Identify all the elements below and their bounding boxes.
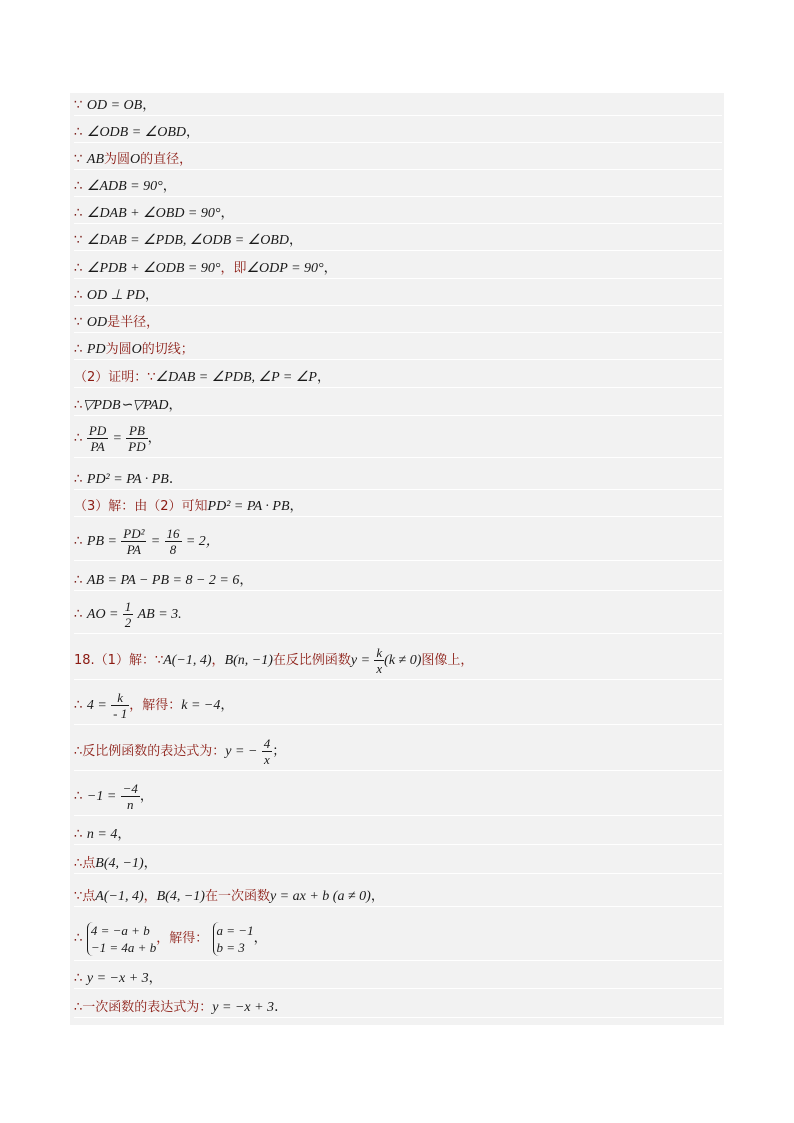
fraction — [87, 423, 108, 454]
math-expression: −1 = — [86, 789, 117, 804]
proof-line — [74, 688, 722, 725]
math-expression: PB = — [86, 534, 117, 549]
proof-line — [74, 854, 722, 874]
math-expression: = 2， — [185, 534, 220, 549]
chinese-text: 是半径， — [107, 315, 160, 330]
fraction-numerator: 4 — [263, 736, 271, 751]
equation-system — [87, 922, 156, 956]
math-expression: ∠ODP = 90° — [246, 261, 324, 276]
math-expression: AB = 3. — [137, 607, 182, 622]
therefore-symbol: ∴ — [74, 697, 83, 713]
math-expression: AO = — [86, 607, 119, 622]
math-expression: k = −4 — [181, 698, 221, 713]
therefore-symbol: ∴ — [74, 397, 83, 413]
punctuation: ， — [323, 260, 338, 276]
equation: 4 = −a + b — [90, 922, 150, 938]
math-expression: n = 4 — [86, 827, 118, 842]
proof-line — [74, 887, 722, 907]
math-expression: ∠ADB = 90° — [86, 179, 163, 194]
math-expression: OD ⊥ PD — [86, 288, 145, 303]
chinese-text: ，解得： — [129, 698, 182, 713]
proof-line — [74, 313, 722, 333]
therefore-symbol: ∴ — [74, 124, 83, 140]
section-heading: （3）解：由（2）可知 — [74, 499, 208, 514]
therefore-symbol: ∴ — [74, 178, 83, 194]
fraction-denominator: x — [376, 661, 383, 676]
proof-line — [74, 286, 722, 306]
therefore-symbol: ∴ — [74, 287, 83, 303]
section-heading: （2）证明：∵ — [74, 370, 156, 385]
punctuation: ， — [143, 855, 158, 871]
punctuation: . — [274, 999, 279, 1015]
chinese-text: ， — [211, 653, 225, 668]
fraction-numerator: k — [111, 690, 129, 706]
math-expression: B(4, −1) — [95, 856, 144, 871]
math-expression: (k ≠ 0) — [384, 653, 422, 668]
chinese-text: 在反比例函数 — [272, 653, 351, 668]
punctuation: ， — [370, 888, 385, 904]
fraction — [165, 526, 182, 557]
chinese-text: 为圆 — [104, 152, 131, 167]
math-expression: ∠DAB = ∠PDB, ∠ODB = ∠OBD — [86, 233, 289, 248]
punctuation: ， — [289, 498, 304, 514]
proof-line — [74, 150, 722, 170]
chinese-text: ，解得： — [156, 931, 209, 946]
math-expression: O — [130, 152, 141, 167]
because-symbol: ∵ — [74, 232, 83, 248]
fraction — [374, 645, 384, 676]
proof-line — [74, 969, 722, 989]
math-expression: ∠DAB + ∠OBD = 90° — [86, 206, 221, 221]
fraction-denominator: PA — [90, 439, 105, 454]
punctuation: . — [168, 471, 174, 487]
punctuation: ， — [185, 124, 200, 140]
math-expression: ▽PDB∽▽PAD — [82, 398, 169, 413]
therefore-symbol: ∴ — [74, 341, 83, 357]
equation: −1 = 4a + b — [90, 939, 157, 955]
fraction — [121, 526, 146, 557]
fraction-denominator: n — [126, 797, 134, 812]
fraction-denominator: PA — [126, 542, 141, 557]
chinese-text: 的切线； — [141, 342, 194, 357]
therefore-symbol: ∴ — [74, 572, 83, 588]
math-expression: OD = OB — [86, 98, 143, 113]
proof-line — [74, 204, 722, 224]
math-expression: A(−1, 4) — [163, 653, 212, 668]
therefore-symbol: ∴ — [74, 205, 83, 221]
proof-line — [74, 368, 722, 388]
fraction-denominator: PD — [128, 439, 146, 454]
chinese-text: 在一次函数 — [204, 889, 270, 904]
therefore-symbol: ∴ — [74, 260, 83, 276]
fraction-denominator: x — [264, 752, 270, 767]
fraction-numerator: k — [376, 645, 383, 660]
punctuation: ， — [253, 930, 268, 946]
fraction — [262, 736, 273, 767]
equation: a = −1 — [216, 922, 254, 938]
because-symbol: ∵ — [74, 314, 83, 330]
chinese-text: ， — [143, 889, 157, 904]
proof-line — [74, 643, 722, 680]
math-expression: A(−1, 4) — [95, 889, 144, 904]
proof-line — [74, 825, 722, 845]
math-expression: PD — [86, 342, 106, 357]
therefore-symbol: ∴ — [74, 826, 83, 842]
math-expression: OD — [86, 315, 108, 330]
math-expression: y = − — [225, 744, 258, 759]
because-symbol: ∵ — [74, 97, 83, 113]
math-expression: AB = PA − PB = 8 − 2 = 6 — [86, 573, 240, 588]
chinese-text: ∴反比例函数的表达式为： — [74, 744, 226, 759]
math-expression: O — [131, 342, 142, 357]
fraction-numerator: PD — [88, 423, 107, 438]
math-expression: y = ax + b (a ≠ 0) — [269, 889, 371, 904]
fraction — [121, 781, 140, 812]
therefore-symbol: ∴ — [74, 606, 83, 622]
fraction — [126, 423, 147, 454]
therefore-symbol: ∴ — [74, 430, 83, 446]
equals-sign: = — [112, 431, 122, 446]
therefore-symbol: ∴ — [74, 930, 83, 946]
proof-line — [74, 123, 722, 143]
proof-line — [74, 918, 722, 961]
punctuation: ， — [139, 788, 154, 804]
proof-line — [74, 177, 722, 197]
punctuation: ； — [272, 743, 286, 759]
therefore-symbol: ∴ — [74, 788, 83, 804]
therefore-symbol: ∴ — [74, 970, 83, 986]
punctuation: ， — [144, 287, 159, 303]
math-expression: PD² = PA · PB — [86, 472, 169, 487]
equation: b = 3 — [216, 939, 245, 955]
equals-sign: = — [150, 534, 161, 549]
therefore-symbol: ∴ — [74, 533, 83, 549]
math-expression: 4 = — [86, 698, 107, 713]
proof-line — [74, 998, 722, 1018]
math-expression: PD² = PA · PB — [207, 499, 290, 514]
proof-line — [74, 396, 722, 416]
proof-line — [74, 231, 722, 251]
proof-line — [74, 779, 722, 816]
punctuation: ， — [239, 572, 253, 588]
chinese-text: 图像上， — [421, 653, 474, 668]
math-expression: ∠PDB + ∠ODB = 90° — [86, 261, 221, 276]
chinese-text: ，即 — [220, 261, 247, 276]
math-expression: y = — [350, 653, 371, 668]
math-expression: B(n, −1) — [224, 653, 273, 668]
chinese-text: 为圆 — [105, 342, 132, 357]
fraction-numerator: −4 — [122, 781, 138, 796]
punctuation: ， — [316, 369, 331, 385]
math-expression: AB — [86, 152, 104, 167]
problem-heading: 18.（1）解：∵ — [74, 653, 164, 668]
punctuation: ， — [142, 97, 156, 113]
proof-line — [74, 597, 722, 634]
math-expression: ∠DAB = ∠PDB, ∠P = ∠P — [155, 370, 317, 385]
fraction — [111, 690, 129, 721]
proof-line — [74, 470, 722, 490]
chinese-text: 的直径， — [140, 152, 193, 167]
proof-line — [74, 571, 722, 591]
punctuation: ， — [162, 178, 177, 194]
math-expression: y = −x + 3 — [212, 1000, 275, 1015]
proof-line — [74, 421, 722, 458]
proof-line — [74, 340, 722, 360]
proof-line — [74, 497, 722, 517]
punctuation: ， — [147, 430, 162, 446]
chinese-text: ∵点 — [74, 889, 96, 904]
equation-system — [213, 922, 254, 956]
fraction-numerator: 16 — [166, 526, 180, 541]
proof-line — [74, 524, 722, 561]
punctuation: ， — [288, 232, 303, 248]
fraction-numerator: PB — [126, 423, 147, 439]
punctuation: ， — [117, 826, 131, 842]
fraction-denominator: 2 — [124, 615, 132, 630]
fraction — [123, 599, 134, 630]
chinese-text: ∴一次函数的表达式为： — [74, 1000, 213, 1015]
proof-line — [74, 734, 722, 771]
fraction-denominator: - 1 — [113, 706, 128, 721]
proof-line — [74, 96, 722, 116]
fraction-numerator: PD² — [123, 526, 145, 541]
punctuation: ， — [220, 205, 234, 221]
math-expression: y = −x + 3 — [86, 971, 149, 986]
math-expression: B(4, −1) — [156, 889, 205, 904]
therefore-symbol: ∴ — [74, 471, 83, 487]
math-expression: ∠ODB = ∠OBD — [86, 125, 186, 140]
fraction-denominator: 8 — [169, 542, 177, 557]
punctuation: ， — [148, 970, 163, 986]
punctuation: ， — [168, 397, 182, 413]
because-symbol: ∵ — [74, 151, 83, 167]
chinese-text: ∴点 — [74, 856, 96, 871]
punctuation: ， — [220, 697, 234, 713]
proof-line — [74, 259, 722, 279]
fraction-numerator: 1 — [124, 599, 132, 614]
